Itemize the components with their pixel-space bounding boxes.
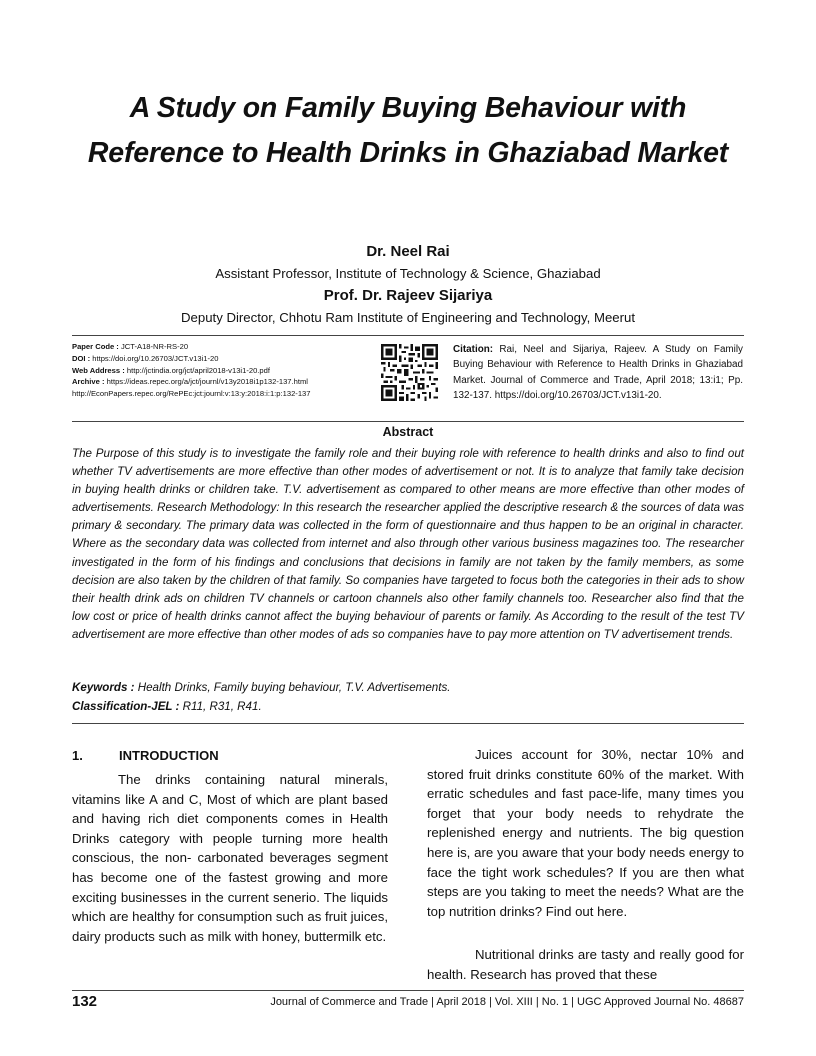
abstract-heading: Abstract xyxy=(382,425,434,439)
author-affiliation-2: Deputy Director, Chhotu Ram Institute of Engineering and Technology, Meerut xyxy=(181,310,635,325)
citation-text: Rai, Neel and Sijariya, Rajeev. A Study on Family Buying Behaviour with Reference to Health Drinks in Ghaziabad Market. Journal of Commerce and Trade, April 2018; 13:i1; Pp. 132-137. https://doi.org/10.26703/JCT.v13i1-20. xyxy=(453,344,743,401)
left-column-paragraph: The drinks containing natural minerals, vitamins like A and C, Most of which are plant based and having rich diet components comes in Health Drinks category with people turning more health conscious, the non- carbonated beverages segment has become one of the fastest growing and more exciting businesses in the current senerio. The liquids which are healthy for consumption such as fruit juices, dairy products such as milk with honey, buttermilk etc. xyxy=(72,772,388,944)
keywords xyxy=(72,681,744,694)
paper-code-line xyxy=(72,341,382,353)
doi-line xyxy=(72,353,382,365)
paper-meta xyxy=(72,341,382,400)
citation xyxy=(453,342,743,403)
abstract-text: The Purpose of this study is to investigate the family role and their buying role with reference to health drinks and also to find out whether TV advertisements are more effective than other modes of advertisement or not. It is to analyze that family take decision in buying health drinks or children take. T.V. advertisement as compared to other means are more effective than other modes of advertisements. Research Methodology: In this research the researcher applied the descriptive research & the sources of data was primary & secondary. The primary data was collected in the form of questionnaire and thus happen to be an original in character. Where as the secondary data was collected from internet and also through other various business magazines too. The researcher investigated in the form of his findings and conclusions that decisions in family are not taken by the family members, as some decision are also taken by the children of that family. So companies have targeted to focus both the categories in their ads to show their health drink ads on children TV channels or cartoon channels also other family channels too. Researcher also find that the low cost or price of health drinks cannot affect the buying behaviour of parents or family. As According to the result of the test TV advertisement are more effective than other modes of ads so companies have to pay more attention on TV advertisement trends. xyxy=(72,447,744,641)
paper-code: JCT-A18-NR-RS-20 xyxy=(120,342,189,351)
doi-link[interactable]: https://doi.org/10.26703/JCT.v13i1-20 xyxy=(92,353,219,363)
citation-label: Citation: xyxy=(453,344,494,355)
section-title: INTRODUCTION xyxy=(119,748,219,763)
web-link[interactable]: http://jctindia.org/jct/april2018-v13i1-20.pdf xyxy=(126,365,270,375)
archive-link[interactable]: https://ideas.repec.org/a/jct/journl/v13y2018i1p132-137.html xyxy=(106,377,308,387)
divider-abstract xyxy=(72,421,744,422)
paper-title-line-1: A Study on Family Buying Behaviour with xyxy=(129,92,687,124)
jel-label: Classification-JEL : xyxy=(72,700,180,713)
author-name-1: Dr. Neel Rai xyxy=(366,243,450,260)
divider-footer xyxy=(72,990,744,991)
doi-label: DOI : xyxy=(72,353,91,363)
author-name-2: Prof. Dr. Rajeev Sijariya xyxy=(323,287,493,304)
section-heading xyxy=(72,748,219,763)
paper-code-label: Paper Code : xyxy=(72,342,119,351)
divider-top xyxy=(72,335,744,336)
journal-footer: Journal of Commerce and Trade | April 2018 | Vol. XIII | No. 1 | UGC Approved Journal No. 48687 xyxy=(270,996,744,1008)
right-column-paragraph-2: Nutritional drinks are tasty and really good for health. Research has proved that these xyxy=(427,947,744,982)
keywords-text: Health Drinks, Family buying behaviour, T.V. Advertisements. xyxy=(137,681,451,694)
archive-label: Archive : xyxy=(72,377,105,387)
archive-line-2[interactable]: http://EconPapers.repec.org/RePEc:jct:journl:v:13:y:2018:i:1:p:132-137 xyxy=(72,389,311,399)
section-number: 1. xyxy=(72,748,83,763)
divider-body xyxy=(72,723,744,724)
keywords-label: Keywords : xyxy=(72,681,135,694)
qr-code-icon xyxy=(381,344,438,401)
web-line xyxy=(72,365,382,377)
paper-title-line-2: Reference to Health Drinks in Ghaziabad Market xyxy=(87,137,729,169)
classification-jel xyxy=(72,700,744,713)
archive-line xyxy=(72,376,382,388)
page-number: 132 xyxy=(72,993,98,1010)
web-label: Web Address : xyxy=(72,365,125,375)
right-column-paragraph-1: Juices account for 30%, nectar 10% and stored fruit drinks constitute 60% of the market. With erratic schedules and fast pace-life, many times you forget that your body needs to rehydrate the replenished energy and nutrients. The big question here is, are you aware that your body needs energy to face the tight work schedules? If you are then what steps are you taking to meet the needs? What are the top nutrition drinks? Find out here. xyxy=(427,747,744,919)
author-affiliation-1: Assistant Professor, Institute of Technology & Science, Ghaziabad xyxy=(215,266,601,281)
jel-text: R11, R31, R41. xyxy=(182,700,262,713)
